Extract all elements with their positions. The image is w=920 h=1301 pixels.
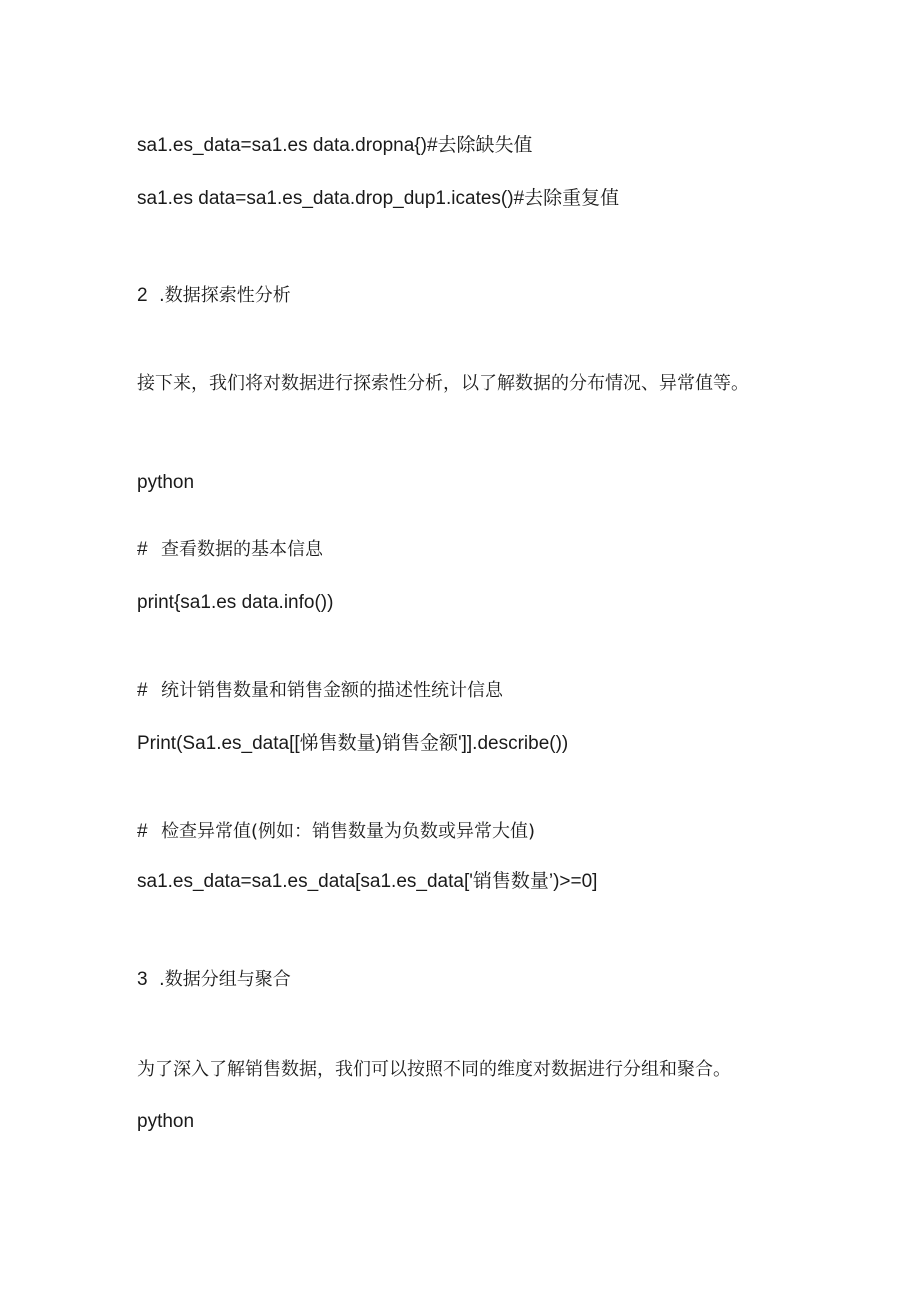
comment-text: 查看数据的基本信息 xyxy=(161,539,323,560)
section-heading-3 xyxy=(137,968,291,992)
comment-hash: # xyxy=(137,821,148,842)
code-language-label: python xyxy=(137,1111,195,1132)
section-title: .数据分组与聚合 xyxy=(159,969,291,990)
section-number: 3 xyxy=(137,969,148,990)
code-language-label: python xyxy=(137,472,195,493)
comment-text: 检查异常值(例如：销售数量为负数或异常大值) xyxy=(161,821,536,842)
comment-hash: # xyxy=(137,539,148,560)
comment-text: 统计销售数量和销售金额的描述性统计信息 xyxy=(161,680,503,701)
paragraph-grouping: 为了深入了解销售数据，我们可以按照不同的维度对数据进行分组和聚合。 xyxy=(137,1059,731,1080)
comment-hash: # xyxy=(137,680,148,701)
code-comment-info xyxy=(137,538,323,562)
section-heading-2 xyxy=(137,284,291,308)
code-dropna-line: sa1.es_data=sa1.es data.dropna{)#去除缺失值 xyxy=(137,135,533,156)
code-filter-line: sa1.es_data=sa1.es_data[sa1.es_data['销售数量’)>=0] xyxy=(137,871,598,892)
section-number: 2 xyxy=(137,285,148,306)
code-comment-outliers xyxy=(137,820,535,844)
code-describe-line: Print(Sa1.es_data[[悌售数量)销售金额']].describe()) xyxy=(137,733,569,754)
code-info-line: print{sa1.es data.info()) xyxy=(137,592,334,613)
code-comment-describe xyxy=(137,679,503,703)
paragraph-exploratory: 接下来，我们将对数据进行探索性分析，以了解数据的分布情况、异常值等。 xyxy=(137,373,749,394)
code-drop-duplicates-line: sa1.es data=sa1.es_data.drop_dup1.icates()#去除重复值 xyxy=(137,188,620,209)
section-title: .数据探索性分析 xyxy=(159,285,291,306)
